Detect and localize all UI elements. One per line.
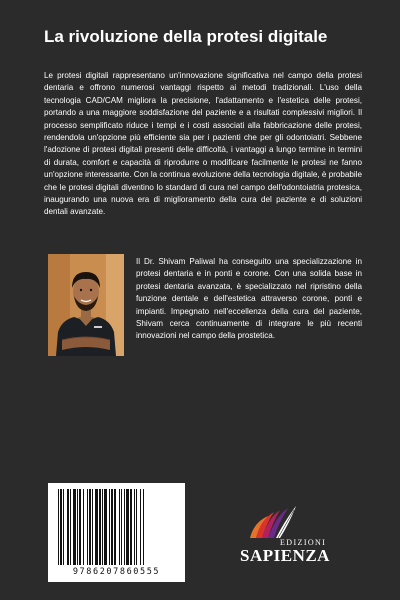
publisher-logo xyxy=(234,506,352,566)
author-bio: Il Dr. Shivam Paliwal ha conseguito una specializzazione in protesi dentaria e in ponti e corone. Con una solida base in protesi dentaria avanzata, è specializzato nel ripristino della funzione dentale e dell'estetica attraverso corone, ponti e impianti. Impegnato nell'eccellenza della cura del paziente, Shivam cerca continuamente di integrare le più recenti innovazioni nel campo della prostetica. xyxy=(136,257,362,341)
book-title: La rivoluzione della protesi digitale xyxy=(44,27,328,46)
book-description: Le protesi digitali rappresentano un'innovazione significativa nel campo della protesi dentaria e offrono numerosi vantaggi rispetto ai metodi tradizionali. L'uso della tecnologia CAD/CAM migliora la precisione, l'adattamento e l'estetica delle protesi, portando a una maggiore soddisfazione del paziente e a risultati complessivi migliori. Il processo semplificato riduce i tempi e i costi associati alla fabbricazione delle protesi, rendendola un'opzione più efficiente sia per i pazienti che per gli odontoiatri. Sebbene l'adozione di protesi digitali presenti delle difficoltà, i vantaggi a lungo termine in termini di durata, comfort e capacità di riprodurre o modificare facilmente le protesi ne fanno un'opzione interessante. Con la continua evoluzione della tecnologia digitale, è probabile che le protesi digitali diventino lo standard di cura nel campo dell'odontoiatria protesica, inaugurando una nuova era di miglioramento della cura del paziente e di soluzioni dentali avanzate. xyxy=(44,71,362,217)
isbn-barcode xyxy=(48,483,185,582)
author-photo xyxy=(48,254,124,356)
isbn-number: 9786207860555 xyxy=(72,567,161,577)
publisher-name: SAPIENZA xyxy=(240,546,330,565)
barcode-bars xyxy=(58,489,175,565)
feather-pen-icon xyxy=(246,506,298,540)
publisher-label: EDIZIONI xyxy=(280,538,327,547)
